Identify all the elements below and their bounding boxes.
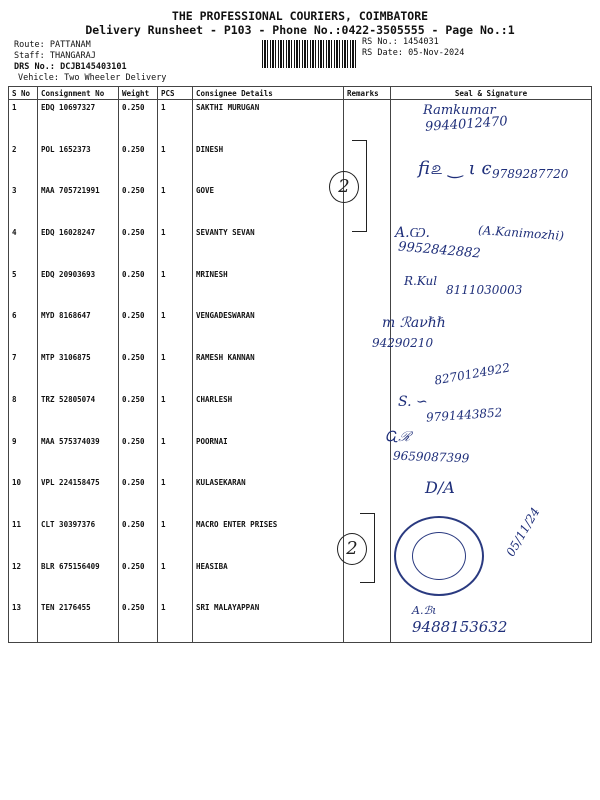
cell-pcs: 1 <box>158 267 193 309</box>
seal-inner-ring <box>412 532 466 580</box>
signature-3-mark: ﬁ௨ ‿ ι ͼ <box>418 158 492 179</box>
col-seal-signature: Seal & Signature <box>391 87 592 100</box>
cell-weight: 0.250 <box>119 517 158 559</box>
signature-1-phone: 9944012470 <box>424 114 509 135</box>
cell-remarks <box>344 434 391 476</box>
staff-value: THANGARAJ <box>49 51 96 61</box>
company-seal-stamp <box>394 516 484 596</box>
cell-sno: 7 <box>9 350 38 392</box>
cell-pcs: 1 <box>158 517 193 559</box>
table-row <box>9 559 592 601</box>
cell-pcs: 1 <box>158 225 193 267</box>
route-value: PATTANAM <box>49 40 91 50</box>
cell-remarks <box>344 225 391 267</box>
cell-sno: 8 <box>9 392 38 434</box>
signature-1-name: Ramkumar <box>423 103 496 118</box>
cell-remarks <box>344 392 391 434</box>
cell-weight: 0.250 <box>119 267 158 309</box>
cell-pcs: 1 <box>158 392 193 434</box>
signature-3-phone: 9789287720 <box>492 167 569 181</box>
cell-weight: 0.250 <box>119 559 158 601</box>
cell-sno: 10 <box>9 475 38 517</box>
cell-consignee: POORNAI <box>193 434 344 476</box>
cell-weight: 0.250 <box>119 308 158 350</box>
cell-consignee: VENGADESWARAN <box>193 308 344 350</box>
cell-weight: 0.250 <box>119 225 158 267</box>
cell-signature <box>391 475 592 517</box>
rs-date-value: 05-Nov-2024 <box>408 48 465 58</box>
signature-4-name: (A.Kanimozhi) <box>477 223 565 243</box>
remark-circle-1: 2 <box>329 171 359 203</box>
cell-consignee: GOVE <box>193 183 344 225</box>
drs-value: DCJB145403101 <box>60 62 127 72</box>
rs-no-label: RS No.: <box>362 37 398 47</box>
cell-consignee: MACRO ENTER PRISES <box>193 517 344 559</box>
col-pcs: PCS <box>158 87 193 100</box>
cell-weight: 0.250 <box>119 100 158 142</box>
cell-sno: 5 <box>9 267 38 309</box>
cell-pcs: 1 <box>158 183 193 225</box>
cell-remarks <box>344 100 391 142</box>
table-row <box>9 434 592 476</box>
cell-remarks <box>344 350 391 392</box>
remark-circle-2: 2 <box>337 533 367 565</box>
cell-weight: 0.250 <box>119 350 158 392</box>
cell-weight: 0.250 <box>119 475 158 517</box>
cell-weight: 0.250 <box>119 392 158 434</box>
cell-remarks <box>344 475 391 517</box>
cell-consignment: EDQ 10697327 <box>38 100 119 142</box>
cell-consignee: SAKTHI MURUGAN <box>193 100 344 142</box>
cell-remarks <box>344 267 391 309</box>
cell-consignee: DINESH <box>193 142 344 184</box>
cell-consignment: MYD 8168647 <box>38 308 119 350</box>
cell-pcs: 1 <box>158 308 193 350</box>
table-row <box>9 308 592 350</box>
cell-consignment: BLR 675156409 <box>38 559 119 601</box>
vehicle-line <box>18 73 166 83</box>
signature-9-phone: 9659087399 <box>392 448 470 466</box>
signature-10-note: D/A <box>425 478 455 497</box>
remark-bracket-1 <box>352 140 367 232</box>
cell-consignee: SEVANTY SEVAN <box>193 225 344 267</box>
cell-consignee: MRINESH <box>193 267 344 309</box>
cell-consignment: POL 1652373 <box>38 142 119 184</box>
cell-pcs: 1 <box>158 475 193 517</box>
drs-line <box>14 62 127 72</box>
cell-consignment: EDQ 20903693 <box>38 267 119 309</box>
cell-weight: 0.250 <box>119 434 158 476</box>
vehicle-value: Two Wheeler Delivery <box>64 73 167 83</box>
signature-8-phone: 9791443852 <box>425 405 503 425</box>
cell-pcs: 1 <box>158 142 193 184</box>
signature-4-phone: 9952842882 <box>397 239 482 262</box>
cell-weight: 0.250 <box>119 142 158 184</box>
signature-13-mark: A.ℬ︎ι <box>412 604 437 617</box>
cell-signature <box>391 183 592 225</box>
signature-6-phone: 94290210 <box>372 336 434 350</box>
cell-pcs: 1 <box>158 559 193 601</box>
cell-sno: 3 <box>9 183 38 225</box>
cell-sno: 4 <box>9 225 38 267</box>
cell-consignee: CHARLESH <box>193 392 344 434</box>
cell-remarks <box>344 600 391 642</box>
cell-consignment: MTP 3106875 <box>38 350 119 392</box>
cell-consignment: EDQ 16028247 <box>38 225 119 267</box>
rs-date-label: RS Date: <box>362 48 403 58</box>
col-consignment: Consignment No <box>38 87 119 100</box>
signature-5-name: R.Kul <box>404 274 438 288</box>
remark-bracket-2 <box>360 513 375 583</box>
cell-sno: 13 <box>9 600 38 642</box>
vehicle-label: Vehicle: <box>18 73 59 83</box>
runsheet-subtitle: Delivery Runsheet - P103 - Phone No.:0422-3505555 - Page No.:1 <box>85 23 515 37</box>
col-weight: Weight <box>119 87 158 100</box>
route-line <box>14 40 91 50</box>
table-row <box>9 475 592 517</box>
cell-sno: 2 <box>9 142 38 184</box>
cell-consignee: HEASIBA <box>193 559 344 601</box>
col-consignee: Consignee Details <box>193 87 344 100</box>
staff-line <box>14 51 96 61</box>
staff-label: Staff: <box>14 51 45 61</box>
col-sno: S No <box>9 87 38 100</box>
cell-weight: 0.250 <box>119 183 158 225</box>
cell-consignment: TRZ 52805074 <box>38 392 119 434</box>
cell-pcs: 1 <box>158 100 193 142</box>
col-remarks: Remarks <box>344 87 391 100</box>
signature-5-phone: 8111030003 <box>446 283 523 297</box>
rs-date-line <box>362 48 464 58</box>
signature-6-mark: m ℛaνℏℏ <box>382 315 446 331</box>
cell-sno: 9 <box>9 434 38 476</box>
cell-consignee: SRI MALAYAPPAN <box>193 600 344 642</box>
cell-pcs: 1 <box>158 350 193 392</box>
signature-8-mark: S. ∽ <box>398 394 428 410</box>
table-row <box>9 392 592 434</box>
cell-consignee: KULASEKARAN <box>193 475 344 517</box>
cell-sno: 6 <box>9 308 38 350</box>
cell-consignment: TEN 2176455 <box>38 600 119 642</box>
signature-12-date: 05/11/24 <box>503 505 543 559</box>
cell-pcs: 1 <box>158 434 193 476</box>
cell-consignment: MAA 705721991 <box>38 183 119 225</box>
cell-consignment: MAA 575374039 <box>38 434 119 476</box>
company-title: THE PROFESSIONAL COURIERS, COIMBATORE <box>171 9 429 23</box>
rs-no-value: 1454031 <box>402 37 439 47</box>
cell-weight: 0.250 <box>119 600 158 642</box>
cell-consignment: CLT 30397376 <box>38 517 119 559</box>
signature-4-mark: A.Ѡ. <box>395 225 430 241</box>
cell-sno: 12 <box>9 559 38 601</box>
signature-9-mark: Ꮹℛ <box>385 429 411 445</box>
cell-sno: 1 <box>9 100 38 142</box>
cell-consignee: RAMESH KANNAN <box>193 350 344 392</box>
barcode <box>262 40 358 68</box>
signature-7-phone: 8270124922 <box>433 360 511 388</box>
drs-label: DRS No.: <box>14 62 55 72</box>
table-row <box>9 183 592 225</box>
cell-consignment: VPL 224158475 <box>38 475 119 517</box>
signature-13-phone: 9488153632 <box>412 618 508 636</box>
rs-no-line <box>362 37 439 47</box>
cell-sno: 11 <box>9 517 38 559</box>
table-header-row <box>9 87 592 100</box>
route-label: Route: <box>14 40 45 50</box>
cell-pcs: 1 <box>158 600 193 642</box>
